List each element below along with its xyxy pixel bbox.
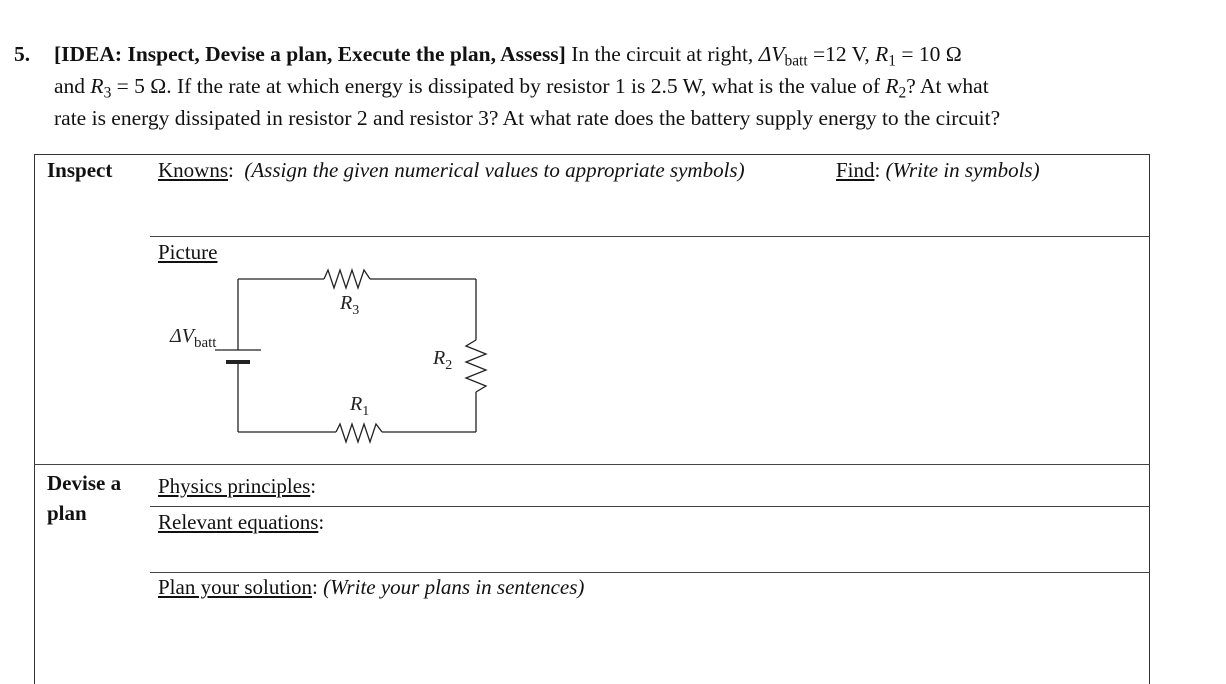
problem-text: ? At what xyxy=(906,74,989,98)
problem-text: = 5 Ω. If the rate at which energy is dissipated by resistor 1 is 2.5 W, what is the value of xyxy=(111,74,886,98)
r1-label: $R_1$ xyxy=(350,393,370,419)
section-divider xyxy=(34,464,1150,465)
circuit-diagram xyxy=(150,262,500,452)
knowns-divider xyxy=(150,236,1150,237)
problem-text: and xyxy=(54,74,91,98)
principles-divider xyxy=(150,506,1150,507)
plan-hint: (Write your plans in sentences) xyxy=(323,575,585,599)
var-dv: $\Delta V_{batt}$ xyxy=(758,42,808,70)
find-row: Find: (Write in symbols) xyxy=(836,158,1040,182)
equations-row: Relevant equations: xyxy=(158,510,325,534)
r2-label: $R_2$ xyxy=(433,347,453,373)
problem-text: In the circuit at right, xyxy=(571,42,759,66)
problem-statement xyxy=(14,38,1199,134)
problem-text: = 10 Ω xyxy=(896,42,962,66)
inspect-label: Inspect xyxy=(47,158,113,182)
find-label: Find xyxy=(836,158,875,182)
var-r1: $R_1$ xyxy=(875,42,897,70)
knowns-label: Knowns xyxy=(158,158,229,182)
devise-label: Devise a plan xyxy=(47,471,122,525)
var-r2: $R_2$ xyxy=(885,74,907,102)
find-hint: (Write in symbols) xyxy=(885,158,1040,182)
var-r3: $R_3$ xyxy=(90,74,112,102)
r3-label: $R_3$ xyxy=(340,292,360,318)
resistor-r1 xyxy=(336,424,382,442)
picture-label: Picture xyxy=(158,240,218,264)
knowns-hint: (Assign the given numerical values to appropriate symbols) xyxy=(244,158,745,182)
battery-label: $\Delta V_{batt}$ xyxy=(170,325,217,351)
knowns-row: Knowns: (Assign the given numerical values to appropriate symbols) xyxy=(158,158,745,182)
principles-row: Physics principles: xyxy=(158,474,317,498)
equations-label: Relevant equations xyxy=(158,510,319,534)
problem-text: =12 V, xyxy=(807,42,876,66)
equations-divider xyxy=(150,572,1150,573)
principles-label: Physics principles xyxy=(158,474,311,498)
problem-number: 5. xyxy=(14,42,31,66)
plan-label: Plan your solution xyxy=(158,575,313,599)
idea-tag: [IDEA: Inspect, Devise a plan, Execute the plan, Assess] xyxy=(54,42,566,66)
resistor-r3 xyxy=(324,270,370,288)
plan-row: Plan your solution: (Write your plans in sentences) xyxy=(158,575,585,599)
resistor-r2 xyxy=(466,340,486,392)
problem-text: rate is energy dissipated in resistor 2 and resistor 3? At what rate does the battery supply energy to the circuit? xyxy=(54,106,1001,130)
